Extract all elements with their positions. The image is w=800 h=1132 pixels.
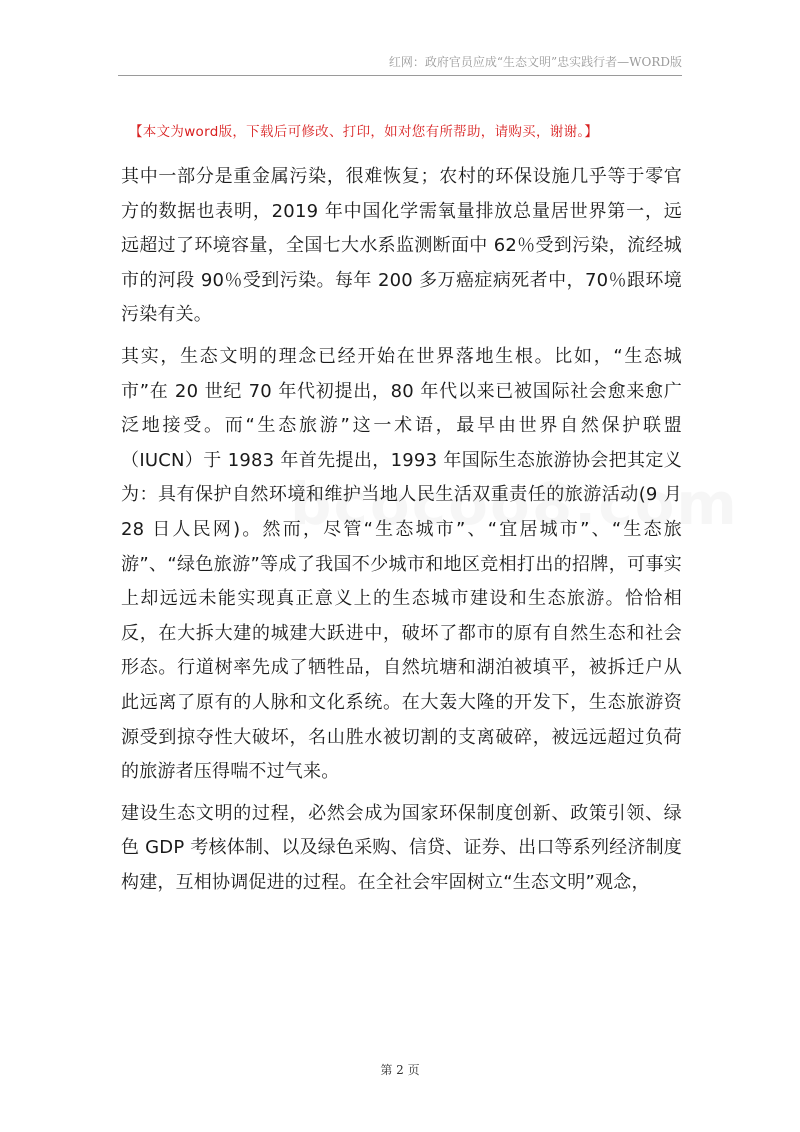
paragraph-3: 建设生态文明的过程，必然会成为国家环保制度创新、政策引领、绿色 GDP 考核体制、以及绿色采购、信贷、证券、出口等系列经济制度构建，互相协调促进的过程。在全社会牢固树立“生态文明”观念， xyxy=(121,802,682,893)
header-divider xyxy=(118,75,682,76)
page-number: 第 2 页 xyxy=(380,1063,420,1077)
download-notice: 【本文为word版，下载后可修改、打印，如对您有所帮助，请购买，谢谢。】 xyxy=(129,124,599,140)
running-header: 红网：政府官员应成“生态文明”忠实践行者—WORD版 xyxy=(388,55,682,69)
paragraph-2: 其实，生态文明的理念已经开始在世界落地生根。比如，“生态城市”在 20 世纪 70 年代初提出，80 年代以来已被国际社会愈来愈广泛地接受。而“生态旅游”这一术语，最早由世界自然保护联盟（IUCN）于 1983 年首先提出，1993 年国际生态旅游协会把其定义为：具有保护自然环境和维护当地人民生活双重责任的旅游活动(9 月 28 日人民网)。然而，尽管“生态城市”、“宜居城市”、“生态旅游”、“绿色旅游”等成了我国不少城市和地区竞相打出的招牌，可事实上却远远未能实现真正意义上的生态城市建设和生态旅游。恰恰相反，在大拆大建的城建大跃进中，破坏了都市的原有自然生态和社会形态。行道树率先成了牺牲品，自然坑塘和湖泊被填平，被拆迁户从此远离了原有的人脉和文化系统。在大轰大隆的开发下，生态旅游资源受到掠夺性大破坏，名山胜水被切割的支离破碎，被远远超过负荷的旅游者压得喘不过气来。 xyxy=(121,345,682,783)
paragraph-1: 其中一部分是重金属污染，很难恢复；农村的环保设施几乎等于零官方的数据也表明，2019 年中国化学需氧量排放总量居世界第一，远远超过了环境容量，全国七大水系监测断面中 62％受到污染，流经城市的河段 90％受到污染。每年 200 多万癌症病死者中，70％跟环境污染有关。 xyxy=(121,166,682,326)
document-body xyxy=(121,160,682,907)
